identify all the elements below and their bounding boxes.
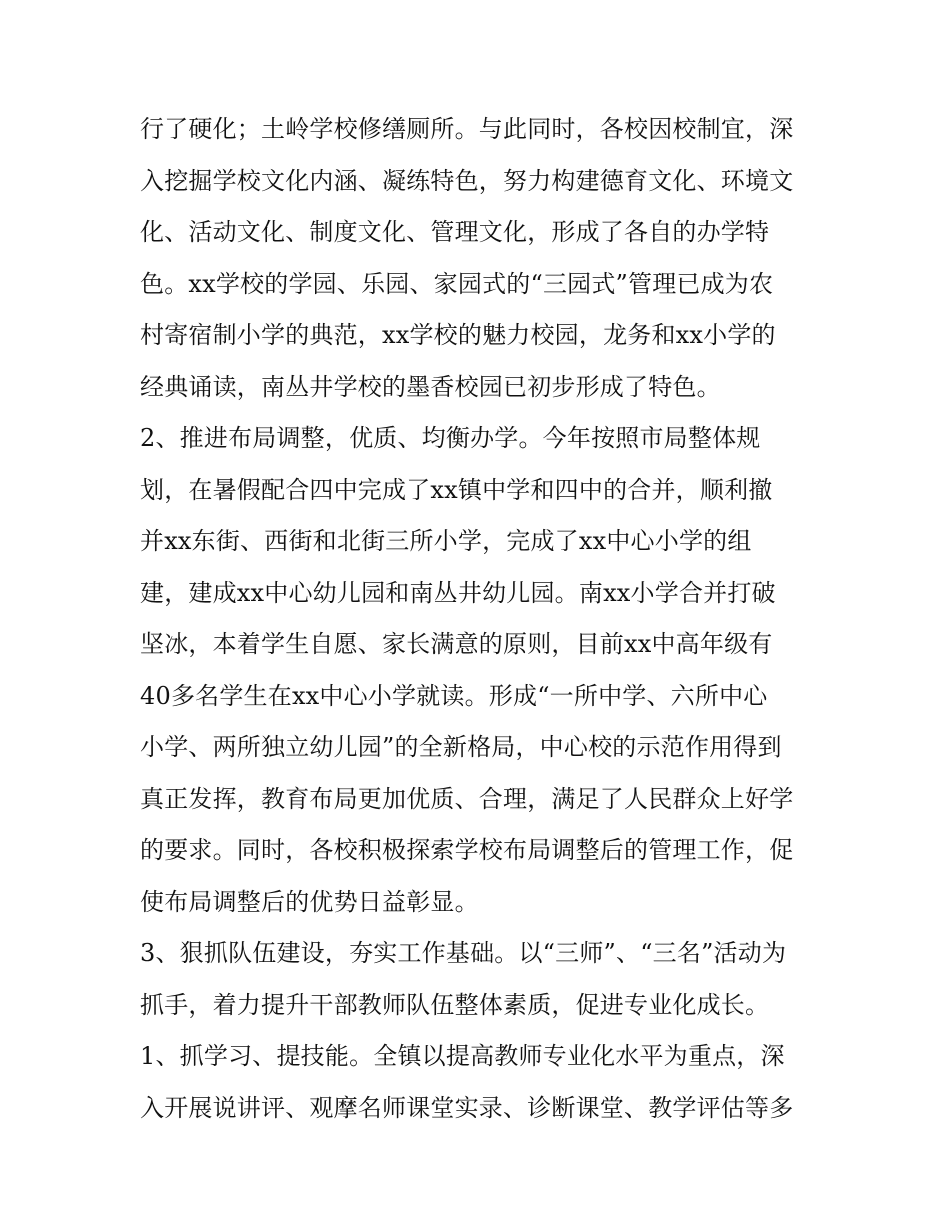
text-line: 入开展说讲评、观摩名师课堂实录、诊断课堂、教学评估等多 <box>140 1093 794 1122</box>
text-line: 经典诵读，南丛井学校的墨香校园已初步形成了特色。 <box>140 372 721 401</box>
text-line: 行了硬化；土岭学校修缮厕所。与此同时，各校因校制宜，深 <box>140 115 794 143</box>
text-line: 建，建成xx中心幼儿园和南丛井幼儿园。南xx小学合并打破 <box>140 578 776 607</box>
text-line: 3、狠抓队伍建设，夯实工作基础。以“三师”、“三名”活动为 <box>140 939 787 967</box>
text-line: 使布局调整后的优势日益彰显。 <box>140 887 479 916</box>
text-line: 小学、两所独立幼儿园”的全新格局，中心校的示范作用得到 <box>140 733 782 761</box>
text-line: 的要求。同时，各校积极探索学校布局调整后的管理工作，促 <box>140 836 794 864</box>
text-line: 村寄宿制小学的典范，xx学校的魅力校园，龙务和xx小学的 <box>140 321 776 349</box>
text-line: 40多名学生在xx中心小学就读。形成“一所中学、六所中心 <box>140 681 768 710</box>
body-text <box>140 104 830 1134</box>
text-line: 入挖掘学校文化内涵、凝练特色，努力构建德育文化、环境文 <box>140 166 794 195</box>
text-line: 1、抓学习、提技能。全镇以提高教师专业化水平为重点，深 <box>140 1042 785 1070</box>
text-line: 2、推进布局调整，优质、均衡办学。今年按照市局整体规 <box>140 424 761 452</box>
text-line: 色。xx学校的学园、乐园、家园式的“三园式”管理已成为农 <box>140 269 774 298</box>
text-line: 坚冰，本着学生自愿、家长满意的原则，目前xx中高年级有 <box>140 630 773 658</box>
text-line: 划，在暑假配合四中完成了xx镇中学和四中的合并，顺利撤 <box>140 475 773 504</box>
text-line: 真正发挥，教育布局更加优质、合理，满足了人民群众上好学 <box>140 784 794 813</box>
text-line: 化、活动文化、制度文化、管理文化，形成了各自的办学特 <box>140 218 770 246</box>
text-line: 并xx东街、西街和北街三所小学，完成了xx中心小学的组 <box>140 527 752 555</box>
text-line: 抓手，着力提升干部教师队伍整体素质，促进专业化成长。 <box>140 990 770 1019</box>
